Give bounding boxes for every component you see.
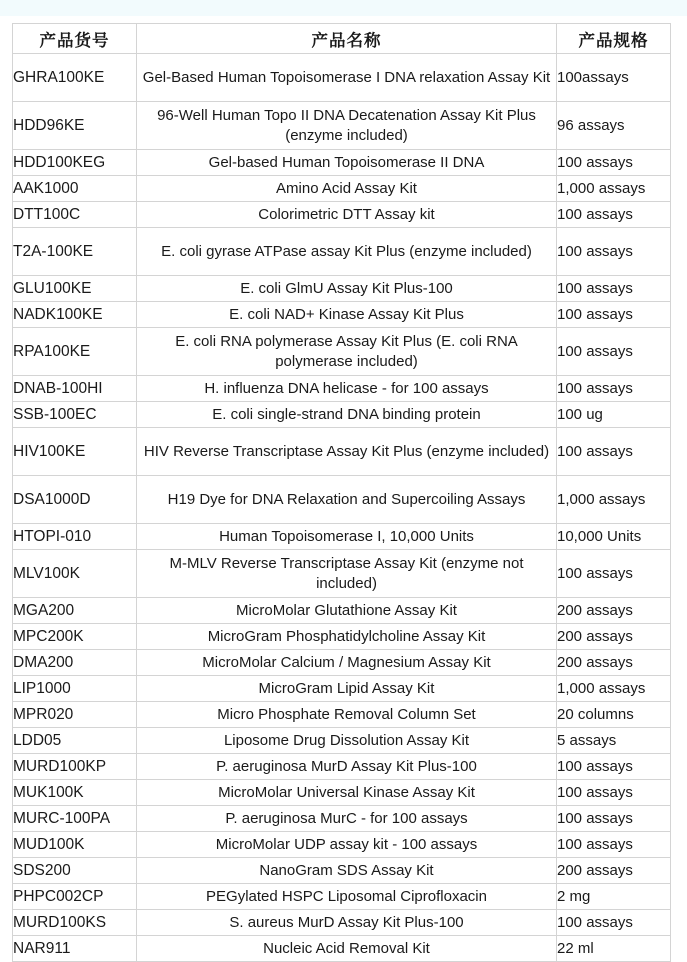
cell-product-name: E. coli NAD+ Kinase Assay Kit Plus — [137, 302, 557, 328]
table-row — [13, 276, 671, 302]
table-row — [13, 476, 671, 524]
cell-product-name: H. influenza DNA helicase - for 100 assays — [137, 376, 557, 402]
table-header-row — [13, 24, 671, 54]
cell-product-spec: 100assays — [557, 54, 671, 102]
cell-product-code: DNAB-100HI — [13, 376, 137, 402]
table-row — [13, 728, 671, 754]
column-header-product-name: 产品名称 — [137, 24, 557, 54]
cell-product-spec: 100 assays — [557, 832, 671, 858]
cell-product-code: GHRA100KE — [13, 54, 137, 102]
cell-product-name: E. coli gyrase ATPase assay Kit Plus (enzyme included) — [137, 228, 557, 276]
cell-product-spec: 100 assays — [557, 202, 671, 228]
cell-product-code: HDD100KEG — [13, 150, 137, 176]
cell-product-name: M-MLV Reverse Transcriptase Assay Kit (enzyme not included) — [137, 550, 557, 598]
cell-product-name: E. coli single-strand DNA binding protein — [137, 402, 557, 428]
cell-product-spec: 100 assays — [557, 428, 671, 476]
cell-product-name: MicroMolar Universal Kinase Assay Kit — [137, 780, 557, 806]
cell-product-code: NAR911 — [13, 936, 137, 962]
table-body — [13, 54, 671, 962]
cell-product-spec: 100 assays — [557, 754, 671, 780]
cell-product-name: H19 Dye for DNA Relaxation and Supercoiling Assays — [137, 476, 557, 524]
table-header — [13, 24, 671, 54]
table-row — [13, 176, 671, 202]
cell-product-name: HIV Reverse Transcriptase Assay Kit Plus (enzyme included) — [137, 428, 557, 476]
cell-product-spec: 100 assays — [557, 550, 671, 598]
cell-product-spec: 200 assays — [557, 858, 671, 884]
cell-product-name: Micro Phosphate Removal Column Set — [137, 702, 557, 728]
cell-product-name: MicroMolar Glutathione Assay Kit — [137, 598, 557, 624]
cell-product-spec: 200 assays — [557, 650, 671, 676]
table-row — [13, 676, 671, 702]
cell-product-name: 96-Well Human Topo II DNA Decatenation Assay Kit Plus (enzyme included) — [137, 102, 557, 150]
cell-product-spec: 22 ml — [557, 936, 671, 962]
cell-product-spec: 100 assays — [557, 780, 671, 806]
table-row — [13, 936, 671, 962]
table-row — [13, 102, 671, 150]
cell-product-code: MLV100K — [13, 550, 137, 598]
cell-product-spec: 200 assays — [557, 624, 671, 650]
cell-product-name: MicroMolar Calcium / Magnesium Assay Kit — [137, 650, 557, 676]
cell-product-code: LIP1000 — [13, 676, 137, 702]
cell-product-spec: 200 assays — [557, 598, 671, 624]
cell-product-code: PHPC002CP — [13, 884, 137, 910]
cell-product-name: E. coli GlmU Assay Kit Plus-100 — [137, 276, 557, 302]
table-row — [13, 228, 671, 276]
cell-product-code: T2A-100KE — [13, 228, 137, 276]
table-row — [13, 376, 671, 402]
table-row — [13, 754, 671, 780]
cell-product-code: SSB-100EC — [13, 402, 137, 428]
cell-product-spec: 100 assays — [557, 328, 671, 376]
table-row — [13, 624, 671, 650]
cell-product-code: MUD100K — [13, 832, 137, 858]
cell-product-spec: 100 assays — [557, 150, 671, 176]
table-row — [13, 550, 671, 598]
table-row — [13, 150, 671, 176]
cell-product-code: DSA1000D — [13, 476, 137, 524]
cell-product-spec: 5 assays — [557, 728, 671, 754]
table-row — [13, 54, 671, 102]
cell-product-spec: 96 assays — [557, 102, 671, 150]
cell-product-spec: 1,000 assays — [557, 676, 671, 702]
table-row — [13, 524, 671, 550]
table-row — [13, 650, 671, 676]
table-row — [13, 702, 671, 728]
cell-product-name: MicroMolar UDP assay kit - 100 assays — [137, 832, 557, 858]
column-header-product-code: 产品货号 — [13, 24, 137, 54]
cell-product-code: MGA200 — [13, 598, 137, 624]
cell-product-code: HTOPI-010 — [13, 524, 137, 550]
cell-product-name: MicroGram Lipid Assay Kit — [137, 676, 557, 702]
table-row — [13, 598, 671, 624]
cell-product-code: NADK100KE — [13, 302, 137, 328]
cell-product-spec: 100 assays — [557, 228, 671, 276]
cell-product-spec: 2 mg — [557, 884, 671, 910]
cell-product-spec: 1,000 assays — [557, 176, 671, 202]
cell-product-code: GLU100KE — [13, 276, 137, 302]
cell-product-spec: 100 assays — [557, 302, 671, 328]
cell-product-code: SDS200 — [13, 858, 137, 884]
table-row — [13, 428, 671, 476]
cell-product-code: AAK1000 — [13, 176, 137, 202]
cell-product-code: MURC-100PA — [13, 806, 137, 832]
cell-product-code: DTT100C — [13, 202, 137, 228]
cell-product-name: Colorimetric DTT Assay kit — [137, 202, 557, 228]
cell-product-name: Amino Acid Assay Kit — [137, 176, 557, 202]
cell-product-name: NanoGram SDS Assay Kit — [137, 858, 557, 884]
cell-product-name: P. aeruginosa MurC - for 100 assays — [137, 806, 557, 832]
cell-product-name: MicroGram Phosphatidylcholine Assay Kit — [137, 624, 557, 650]
cell-product-name: S. aureus MurD Assay Kit Plus-100 — [137, 910, 557, 936]
cell-product-spec: 100 assays — [557, 806, 671, 832]
cell-product-code: HIV100KE — [13, 428, 137, 476]
cell-product-code: MPR020 — [13, 702, 137, 728]
cell-product-name: Gel-based Human Topoisomerase II DNA — [137, 150, 557, 176]
table-row — [13, 884, 671, 910]
column-header-product-spec: 产品规格 — [557, 24, 671, 54]
product-catalog-table — [12, 23, 671, 962]
table-row — [13, 328, 671, 376]
table-row — [13, 780, 671, 806]
cell-product-code: MURD100KS — [13, 910, 137, 936]
cell-product-spec: 20 columns — [557, 702, 671, 728]
table-row — [13, 302, 671, 328]
cell-product-name: Gel-Based Human Topoisomerase I DNA relaxation Assay Kit — [137, 54, 557, 102]
cell-product-code: LDD05 — [13, 728, 137, 754]
cell-product-code: HDD96KE — [13, 102, 137, 150]
cell-product-code: MUK100K — [13, 780, 137, 806]
cell-product-spec: 100 assays — [557, 910, 671, 936]
table-row — [13, 202, 671, 228]
table-row — [13, 806, 671, 832]
cell-product-name: P. aeruginosa MurD Assay Kit Plus-100 — [137, 754, 557, 780]
table-row — [13, 910, 671, 936]
cell-product-name: PEGylated HSPC Liposomal Ciprofloxacin — [137, 884, 557, 910]
cell-product-spec: 10,000 Units — [557, 524, 671, 550]
cell-product-name: Nucleic Acid Removal Kit — [137, 936, 557, 962]
cell-product-code: RPA100KE — [13, 328, 137, 376]
cell-product-code: DMA200 — [13, 650, 137, 676]
table-row — [13, 832, 671, 858]
table-row — [13, 858, 671, 884]
cell-product-name: Human Topoisomerase I, 10,000 Units — [137, 524, 557, 550]
cell-product-code: MPC200K — [13, 624, 137, 650]
cell-product-spec: 100 assays — [557, 276, 671, 302]
cell-product-name: E. coli RNA polymerase Assay Kit Plus (E. coli RNA polymerase included) — [137, 328, 557, 376]
cell-product-name: Liposome Drug Dissolution Assay Kit — [137, 728, 557, 754]
cell-product-spec: 1,000 assays — [557, 476, 671, 524]
table-row — [13, 402, 671, 428]
cell-product-spec: 100 assays — [557, 376, 671, 402]
cell-product-spec: 100 ug — [557, 402, 671, 428]
cell-product-code: MURD100KP — [13, 754, 137, 780]
